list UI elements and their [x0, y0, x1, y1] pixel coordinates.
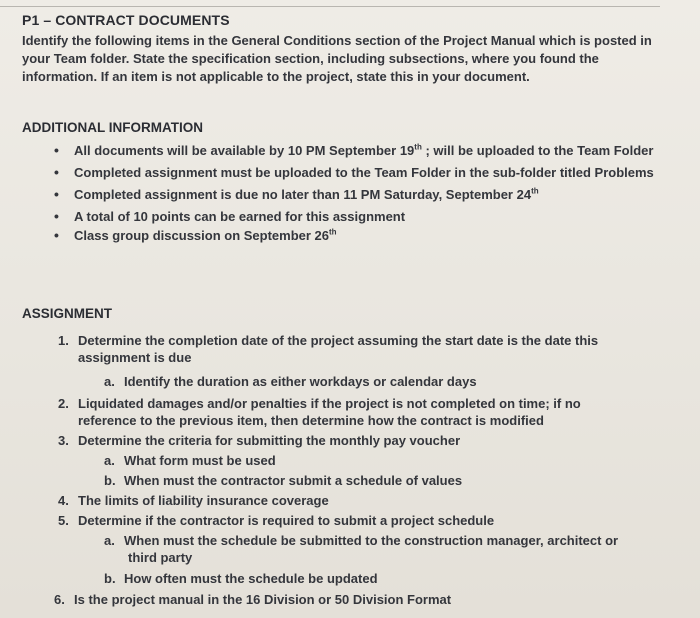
item-text: When must the contractor submit a schedule of values	[124, 473, 463, 488]
bullet-icon: •	[54, 227, 59, 243]
bullet-icon: •	[54, 208, 59, 224]
list-item	[48, 227, 658, 244]
assignment-item-2-cont: reference to the previous item, then determine how the contract is modified	[78, 413, 544, 428]
assignment-item-4	[58, 492, 329, 509]
page-title: P1 – CONTRACT DOCUMENTS	[22, 12, 230, 28]
intro-paragraph: Identify the following items in the General Conditions section of the Project Manual which is posted in your Team folder. State the specification section, including subsections, where you found the information. If an item is not applicable to the project, state this in your document.	[22, 33, 652, 84]
assignment-item-1-cont: assignment is due	[78, 350, 192, 365]
additional-info-heading: ADDITIONAL INFORMATION	[22, 120, 203, 135]
item-text: What form must be used	[124, 453, 276, 468]
item-number: 5.	[58, 513, 69, 528]
item-text: Determine the criteria for submitting the monthly pay voucher	[78, 433, 461, 448]
bullet-sup: th	[329, 227, 337, 237]
assignment-item-3b	[104, 472, 462, 489]
additional-info-list	[48, 142, 658, 249]
bullet-text: A total of 10 points can be earned for this assignment	[74, 209, 406, 224]
item-text: Determine if the contractor is required to submit a project schedule	[78, 513, 495, 528]
item-number: 1.	[58, 333, 69, 348]
assignment-item-5a-cont: third party	[128, 550, 193, 565]
item-text: The limits of liability insurance coverage	[78, 493, 329, 508]
list-item	[48, 186, 658, 203]
bullet-text: Completed assignment is due no later than 11 PM Saturday, September 24	[74, 187, 532, 202]
assignment-item-6	[54, 591, 451, 608]
assignment-item-5b	[104, 570, 378, 587]
item-letter: a.	[104, 453, 115, 468]
list-item	[48, 208, 658, 225]
assignment-item-1a	[104, 373, 477, 390]
item-text: When must the schedule be submitted to the construction manager, architect or	[124, 533, 619, 548]
item-number: 2.	[58, 396, 69, 411]
list-item	[48, 142, 658, 159]
bullet-text: Class group discussion on September 26	[74, 228, 330, 243]
item-text: How often must the schedule be updated	[124, 571, 378, 586]
assignment-item-1	[58, 332, 598, 349]
bullet-sup: th	[531, 186, 539, 196]
assignment-item-3a	[104, 452, 276, 469]
bullet-text-post: ; will be uploaded to the Team Folder	[421, 143, 654, 158]
item-text: Liquidated damages and/or penalties if the project is not completed on time; if no	[78, 396, 581, 411]
item-number: 3.	[58, 433, 69, 448]
assignment-item-3	[58, 432, 460, 449]
item-text: Is the project manual in the 16 Division or 50 Division Format	[74, 592, 452, 607]
item-letter: b.	[104, 473, 116, 488]
bullet-sup: th	[414, 142, 422, 152]
item-letter: a.	[104, 374, 115, 389]
bullet-icon: •	[54, 142, 59, 158]
assignment-heading: ASSIGNMENT	[22, 306, 113, 321]
item-number: 4.	[58, 493, 69, 508]
bullet-text: Completed assignment must be uploaded to the Team Folder in the sub-folder titled Problems	[74, 165, 654, 180]
list-item	[48, 164, 658, 181]
bullet-icon: •	[54, 164, 59, 180]
item-text: Determine the completion date of the project assuming the start date is the date this	[78, 333, 599, 348]
top-divider	[0, 6, 660, 7]
bullet-text: All documents will be available by 10 PM September 19	[74, 143, 415, 158]
item-letter: a.	[104, 533, 115, 548]
assignment-item-5	[58, 512, 494, 529]
item-letter: b.	[104, 571, 116, 586]
assignment-item-2	[58, 395, 581, 412]
assignment-item-5a	[104, 532, 618, 549]
bullet-icon: •	[54, 186, 59, 202]
item-text: Identify the duration as either workdays or calendar days	[124, 374, 477, 389]
item-number: 6.	[54, 592, 65, 607]
